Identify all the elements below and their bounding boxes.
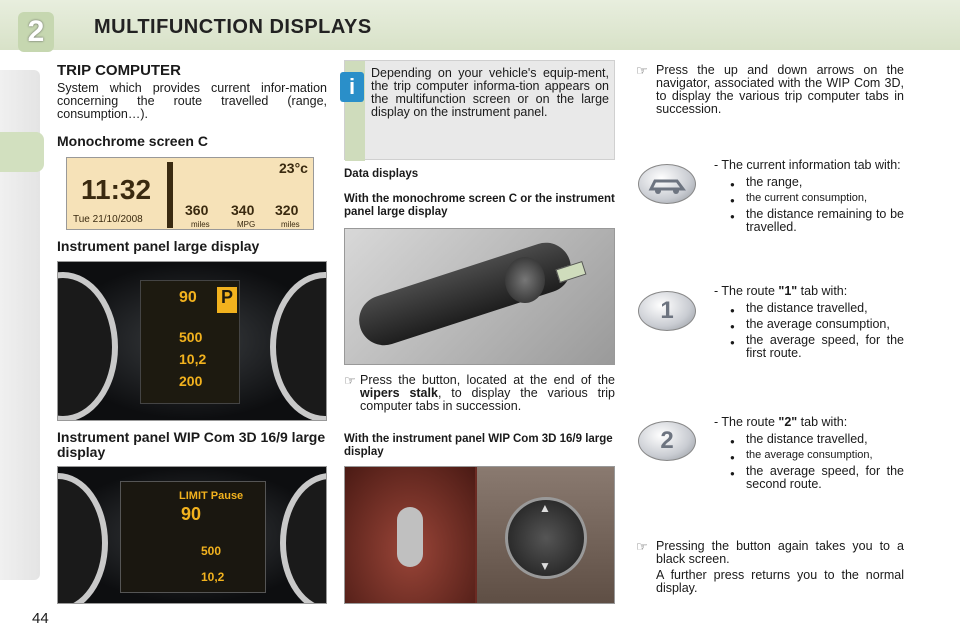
chapter-number: 2 xyxy=(18,12,54,52)
route-1-tab: - The route "1" tab with: ● the distance travelled, ● the average consumption, ● the average speed, for the first route. xyxy=(714,285,904,360)
page-title: MULTIFUNCTION DISPLAYS xyxy=(94,16,372,38)
return-text: A further press returns you to the normal display. xyxy=(656,568,904,595)
wip-com-heading: Instrument panel WIP Com 3D 16/9 large display xyxy=(57,429,326,460)
route-1-tab-icon: 1 xyxy=(638,291,696,331)
list-item: ● the distance travelled, xyxy=(728,433,904,446)
current-info-tab: - The current information tab with: ● the range, ● the current consumption, ● the distance remaining to be travelled. xyxy=(714,159,904,234)
wipers-stalk-image xyxy=(344,228,615,365)
black-screen-text: Pressing the button again takes you to a black screen. xyxy=(656,539,904,566)
screen-clock: 11:32 xyxy=(81,174,152,205)
screen-temperature: 23°c xyxy=(279,160,308,176)
trip-computer-description: System which provides current infor-mation concerning the route travelled (range, consumption…). xyxy=(57,81,327,121)
list-item: ● the average consumption, xyxy=(728,449,904,462)
arrows-instruction: Press the up and down arrows on the navigator, associated with the WIP Com 3D, to display the various trip computer tabs in succession. xyxy=(656,63,904,116)
navigator-controls-image xyxy=(344,466,615,604)
monochrome-subheading: With the monochrome screen C or the instrument panel large display xyxy=(344,193,615,218)
hand-pointer-icon: ☞ xyxy=(344,373,356,388)
monochrome-screen-heading: Monochrome screen C xyxy=(57,133,208,149)
hand-pointer-icon: ☞ xyxy=(636,539,648,554)
list-item: ● the distance remaining to be travelled. xyxy=(728,208,904,234)
instrument-panel-image: 90 P 500 10,2 200 xyxy=(57,261,327,421)
monochrome-screen-image: 11:32 Tue 21/10/2008 23°c 360 miles 340 MPG 320 miles xyxy=(66,157,314,230)
route-2-tab-icon: 2 xyxy=(638,421,696,461)
chapter-tab[interactable] xyxy=(0,132,44,172)
screen-date: Tue 21/10/2008 xyxy=(73,214,143,225)
page-number: 44 xyxy=(32,610,49,627)
info-icon: i xyxy=(340,72,364,102)
list-item: ● the average speed, for the second route. xyxy=(728,465,904,491)
up-arrow-icon: ▲ xyxy=(539,501,551,515)
route-2-tab: - The route "2" tab with: ● the distance travelled, ● the average consumption, ● the average speed, for the second route. xyxy=(714,416,904,491)
list-item: ● the distance travelled, xyxy=(728,302,904,315)
hand-pointer-icon: ☞ xyxy=(636,63,648,78)
wipers-stalk-instruction: Press the button, located at the end of the wipers stalk, to display the various trip computer tabs in succession. xyxy=(360,373,615,413)
data-displays-heading: Data displays xyxy=(344,168,419,180)
list-item: ● the current consumption, xyxy=(728,192,904,205)
wip-com-subheading: With the instrument panel WIP Com 3D 16/9 large display xyxy=(344,433,613,458)
down-arrow-icon: ▼ xyxy=(539,559,551,573)
info-note-box xyxy=(344,60,615,160)
list-item: ● the average consumption, xyxy=(728,318,904,331)
screen-value-2: 340 xyxy=(231,202,255,218)
list-item: ● the average speed, for the first route. xyxy=(728,334,904,360)
wip-com-display-image: LIMIT Pause 90 500 10,2 xyxy=(57,466,327,604)
list-item: ● the range, xyxy=(728,176,904,189)
screen-value-1: 360 xyxy=(185,202,209,218)
car-tab-icon xyxy=(638,164,696,204)
info-note-text: Depending on your vehicle's equip-ment, the trip computer informa-tion appears on the multifunction screen or on the large display on the instrument panel. xyxy=(371,66,609,119)
trip-computer-heading: TRIP COMPUTER xyxy=(57,62,181,79)
instrument-panel-heading: Instrument panel large display xyxy=(57,238,260,254)
screen-value-3: 320 xyxy=(275,202,299,218)
